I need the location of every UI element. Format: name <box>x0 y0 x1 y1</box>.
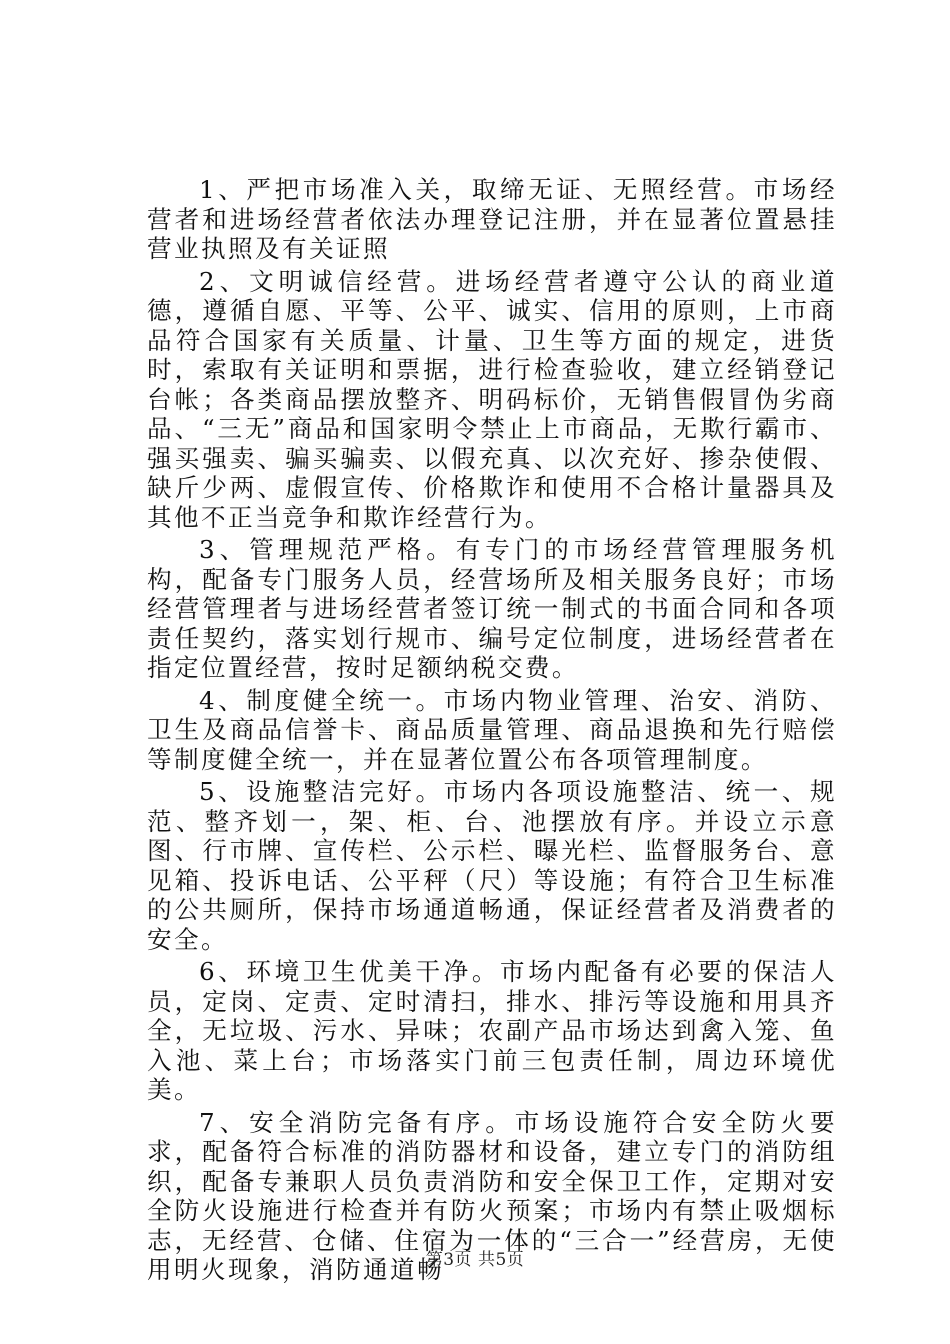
paragraph-1: 1、严把市场准入关，取缔无证、无照经营。市场经营者和进场经营者依法办理登记注册，并在显著位置悬挂营业执照及有关证照 <box>147 175 837 263</box>
page-footer: 第3页 共5页 <box>425 1250 525 1270</box>
paragraph-5: 5、设施整洁完好。市场内各项设施整洁、统一、规范、整齐划一，架、柜、台、池摆放有序。并设立示意图、行市牌、宣传栏、公示栏、曝光栏、监督服务台、意见箱、投诉电话、公平秤（尺）等设施；有符合卫生标准的公共厕所，保持市场通道畅通，保证经营者及消费者的安全。 <box>147 777 837 954</box>
paragraph-7: 7、安全消防完备有序。市场设施符合安全防火要求，配备符合标准的消防器材和设备，建立专门的消防组织，配备专兼职人员负责消防和安全保卫工作，定期对安全防火设施进行检查并有防火预案；市场内有禁止吸烟标志，无经营、仓储、住宿为一体的“三合一”经营房，无使用明火现象，消防通道畅 <box>147 1107 837 1284</box>
document-body <box>147 175 837 1288</box>
paragraph-6: 6、环境卫生优美干净。市场内配备有必要的保洁人员，定岗、定责、定时清扫，排水、排污等设施和用具齐全，无垃圾、污水、异味；农副产品市场达到禽入笼、鱼入池、菜上台；市场落实门前三包责任制，周边环境优美。 <box>147 957 837 1104</box>
paragraph-2: 2、文明诚信经营。进场经营者遵守公认的商业道德，遵循自愿、平等、公平、诚实、信用的原则，上市商品符合国家有关质量、计量、卫生等方面的规定，进货时，索取有关证明和票据，进行检查验收，建立经销登记台帐；各类商品摆放整齐、明码标价，无销售假冒伪劣商品、“三无”商品和国家明令禁止上市商品，无欺行霸市、强买强卖、骗买骗卖、以假充真、以次充好、掺杂使假、缺斤少两、虚假宣传、价格欺诈和使用不合格计量器具及其他不正当竞争和欺诈经营行为。 <box>147 266 837 532</box>
paragraph-4: 4、制度健全统一。市场内物业管理、治安、消防、卫生及商品信誉卡、商品质量管理、商品退换和先行赔偿等制度健全统一，并在显著位置公布各项管理制度。 <box>147 685 837 774</box>
paragraph-3: 3、管理规范严格。有专门的市场经营管理服务机构，配备专门服务人员，经营场所及相关服务良好；市场经营管理者与进场经营者签订统一制式的书面合同和各项责任契约，落实划行规市、编号定位制度，进场经营者在指定位置经营，按时足额纳税交费。 <box>147 535 837 682</box>
